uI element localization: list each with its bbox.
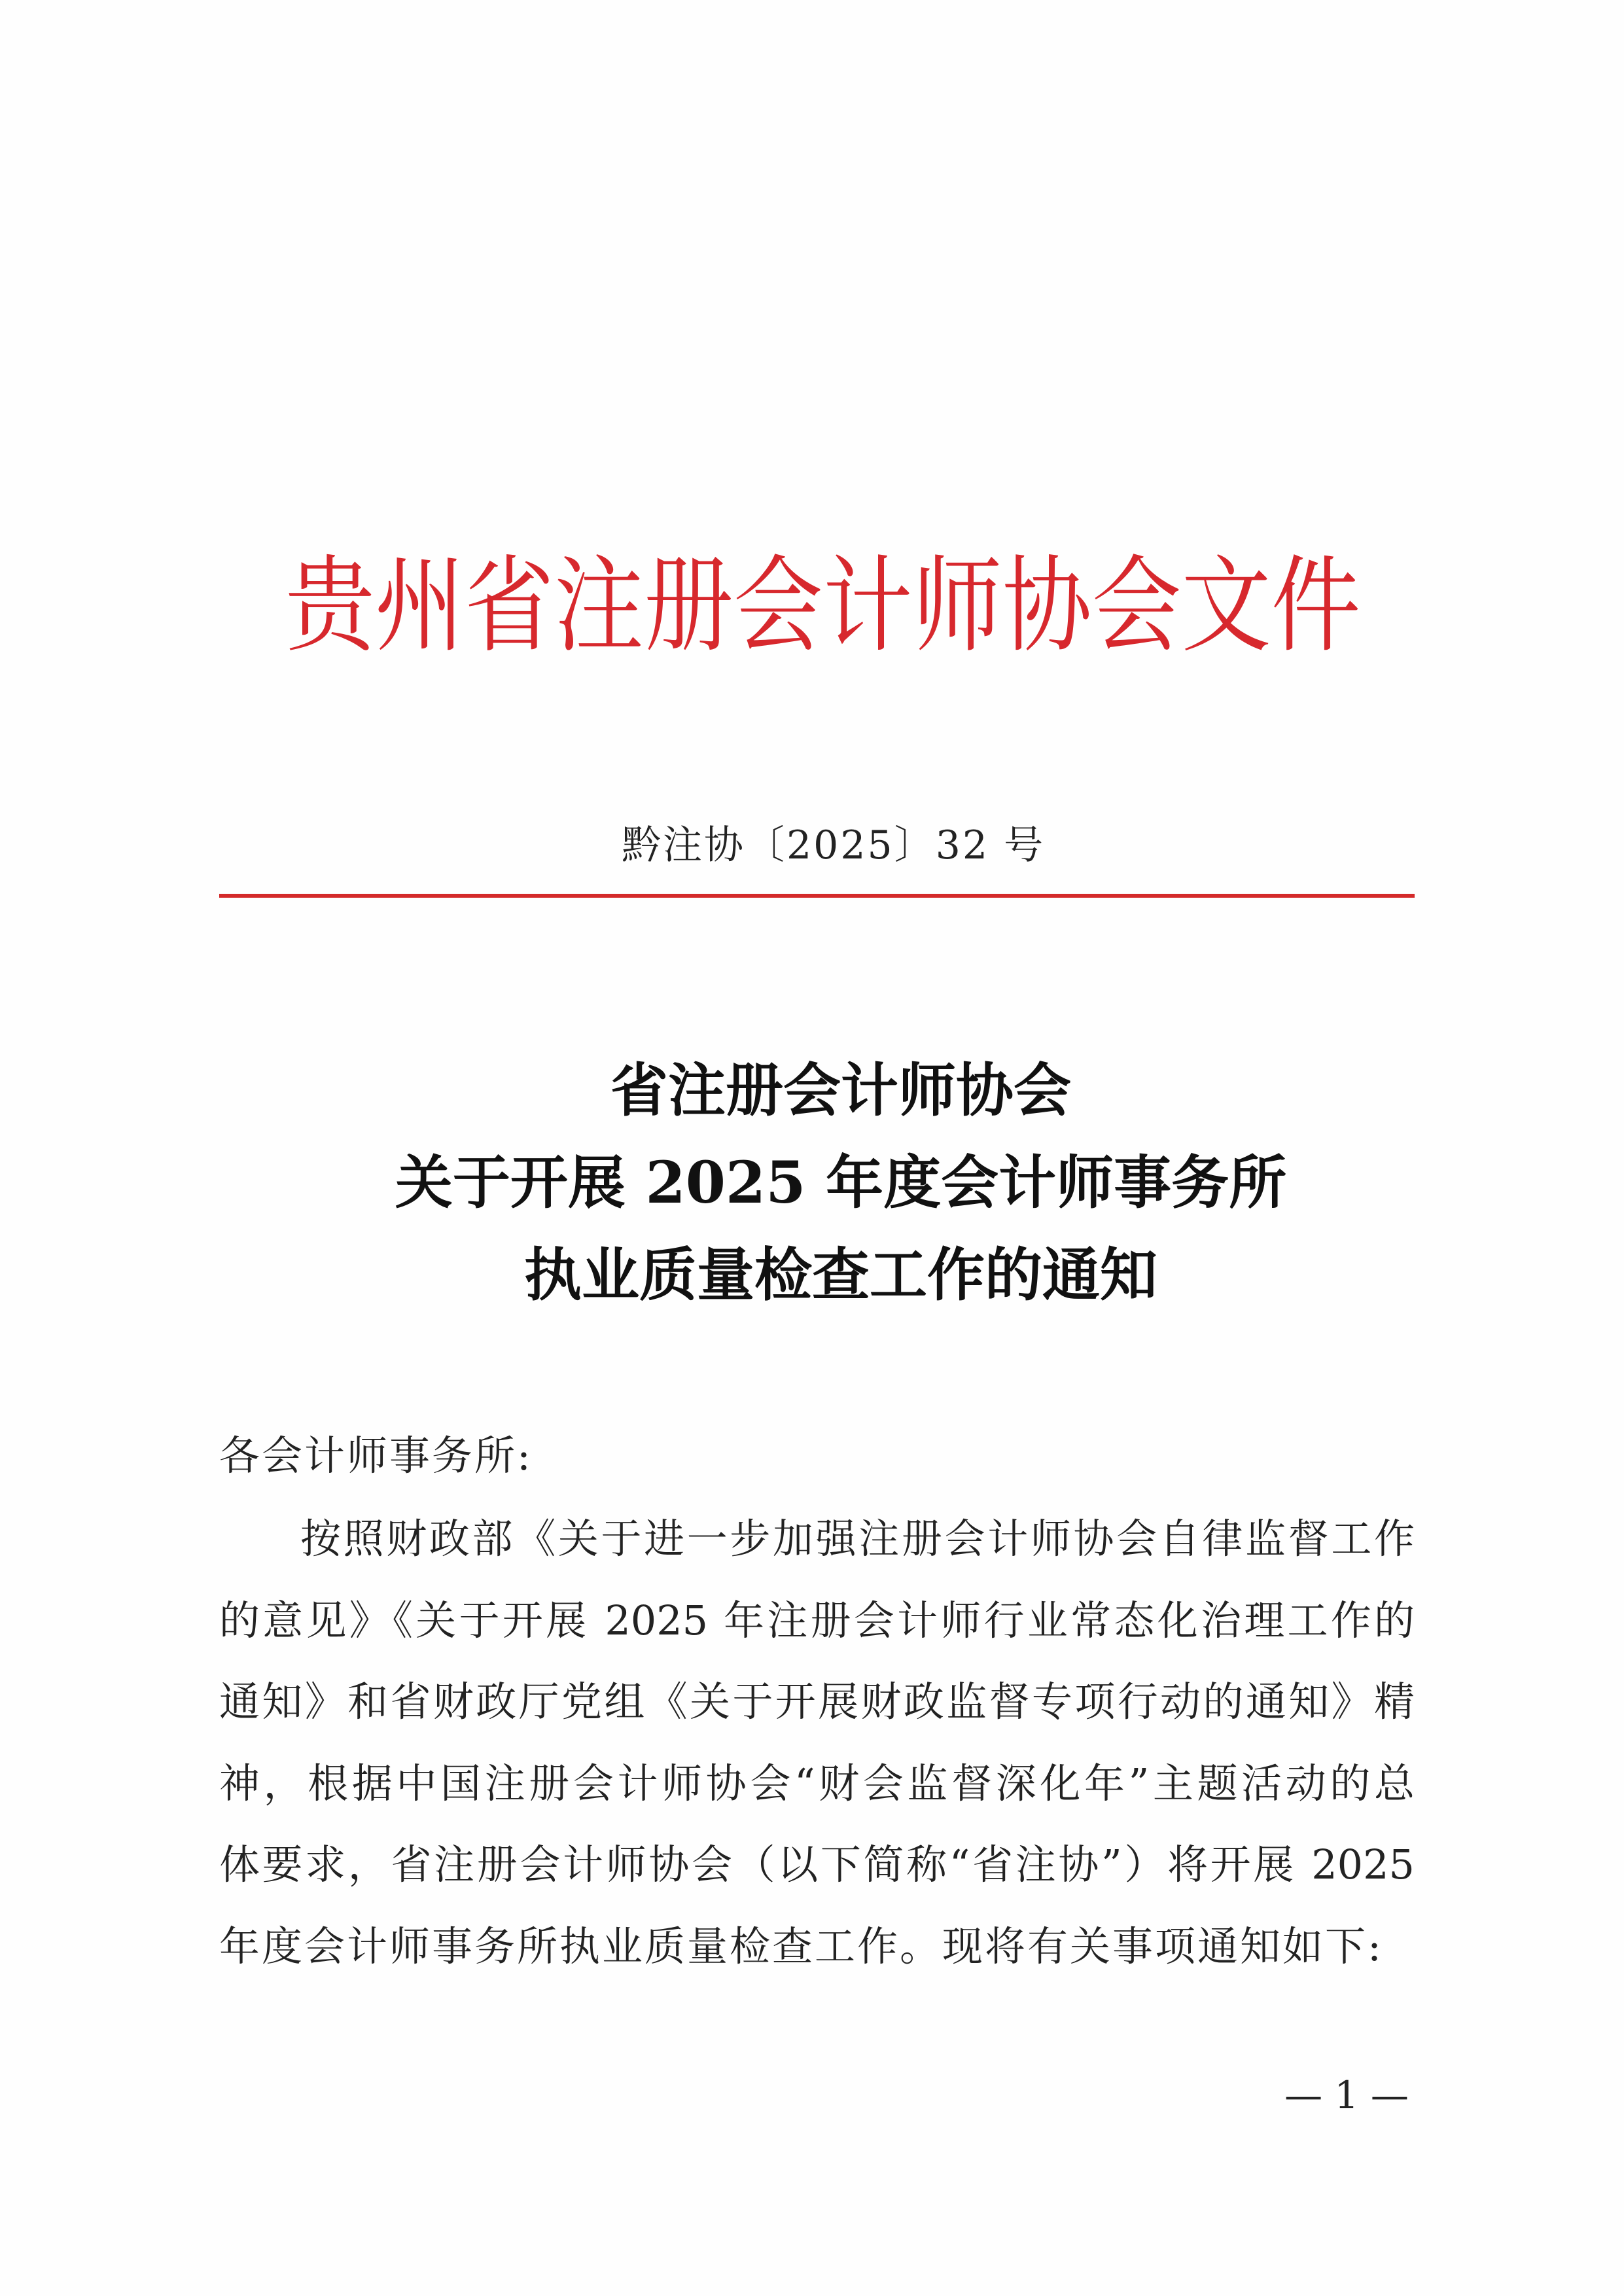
body-line: 神，根据中国注册会计师协会“财会监督深化年”主题活动的总: [219, 1759, 1415, 1807]
document-number: 黔注协〔2025〕32 号: [622, 822, 1046, 868]
body-line: 按照财政部《关于进一步加强注册会计师协会自律监督工作: [300, 1515, 1415, 1563]
body-line: 通知》和省财政厅党组《关于开展财政监督专项行动的通知》精: [219, 1678, 1415, 1725]
body-line: 的意见》《关于开展 2025 年注册会计师行业常态化治理工作的: [219, 1596, 1415, 1644]
issuer-header: 贵州省注册会计师协会文件: [285, 547, 1361, 665]
red-separator-rule: [219, 894, 1415, 898]
body-line: 体要求，省注册会计师协会（以下简称“省注协”）将开展 2025: [219, 1841, 1415, 1888]
title-line: 省注册会计师协会: [610, 1056, 1071, 1124]
body-line: 年度会计师事务所执业质量检查工作。现将有关事项通知如下:: [219, 1922, 1383, 1970]
page-number: — 1 —: [1284, 2073, 1409, 2117]
document-title: [252, 1044, 1430, 1321]
title-line: 关于开展 2025 年度会计师事务所: [395, 1148, 1287, 1216]
title-line: 执业质量检查工作的通知: [523, 1241, 1157, 1309]
body-paragraph: [219, 1498, 1415, 1987]
salutation: 各会计师事务所:: [219, 1432, 533, 1479]
